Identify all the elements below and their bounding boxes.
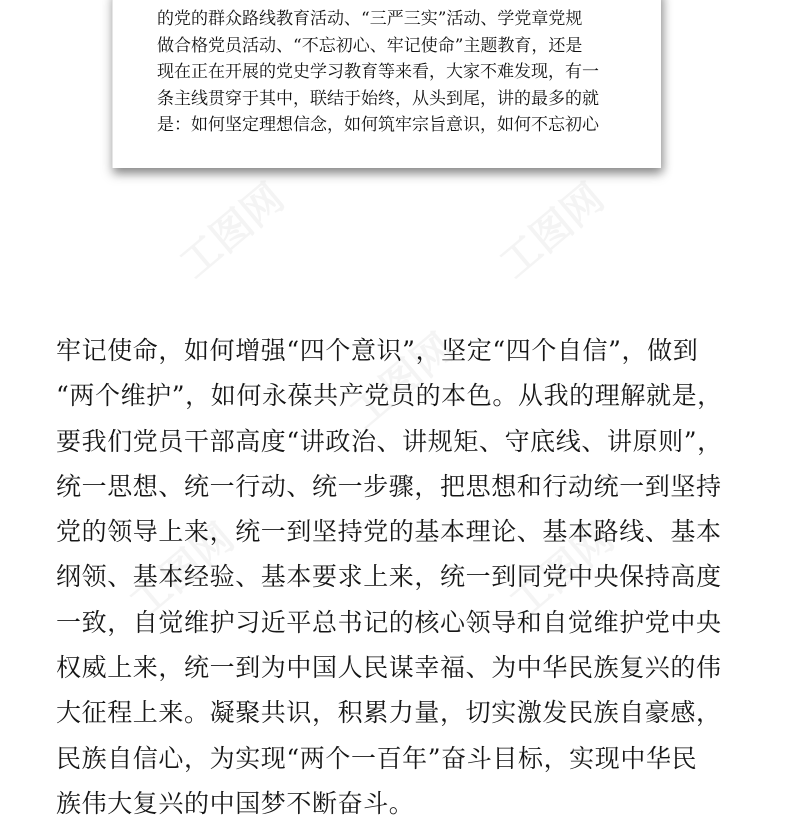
watermark: 工图网 [341, 324, 463, 438]
excerpt-card [112, 0, 661, 168]
body-line: “两个维护”，如何永葆共产党员的本色。从我的理解就是， [56, 381, 723, 411]
body-line: 牢记使命，如何增强“四个意识”，坚定“四个自信”，做到 [56, 336, 699, 365]
body-text [56, 328, 746, 826]
body-line: 权威上来，统一到为中国人民谋幸福、为中华民族复兴的伟 [56, 653, 722, 683]
watermark: 工图网 [121, 514, 243, 628]
body-line: 民族自信心，为实现“两个一百年”奋斗目标，实现中华民 [56, 743, 698, 773]
body-line: 族伟大复兴的中国梦不断奋斗。 [56, 788, 415, 818]
body-line: 统一思想、统一行动、统一步骤，把思想和行动统一到坚持 [56, 471, 722, 501]
excerpt-line: 做合格党员活动、“不忘初心、牢记使命”主题教育，还是 [157, 35, 583, 56]
body-line: 大征程上来。凝聚共识，积累力量，切实激发民族自豪感， [56, 698, 722, 728]
excerpt-text [157, 6, 645, 139]
body-line: 纲领、基本经验、基本要求上来，统一到同党中央保持高度 [56, 562, 722, 592]
watermark: 工图网 [491, 174, 613, 288]
excerpt-line: 是：如何坚定理想信念，如何筑牢宗旨意识，如何不忘初心 [157, 115, 599, 135]
body-line: 要我们党员干部高度“讲政治、讲规矩、守底线、讲原则”， [56, 426, 723, 456]
excerpt-line: 现在正在开展的党史学习教育等来看，大家不难发现，有一 [157, 62, 599, 82]
body-line: 一致，自觉维护习近平总书记的核心领导和自觉维护党中央 [56, 607, 722, 637]
watermark: 工图网 [501, 514, 623, 628]
body-line: 党的领导上来，统一到坚持党的基本理论、基本路线、基本 [56, 517, 722, 547]
watermark: 工图网 [171, 174, 293, 288]
excerpt-line: 的党的群众路线教育活动、“三严三实”活动、学党章党规 [157, 9, 583, 29]
excerpt-line: 条主线贯穿于其中，联结于始终，从头到尾，讲的最多的就 [157, 88, 599, 109]
